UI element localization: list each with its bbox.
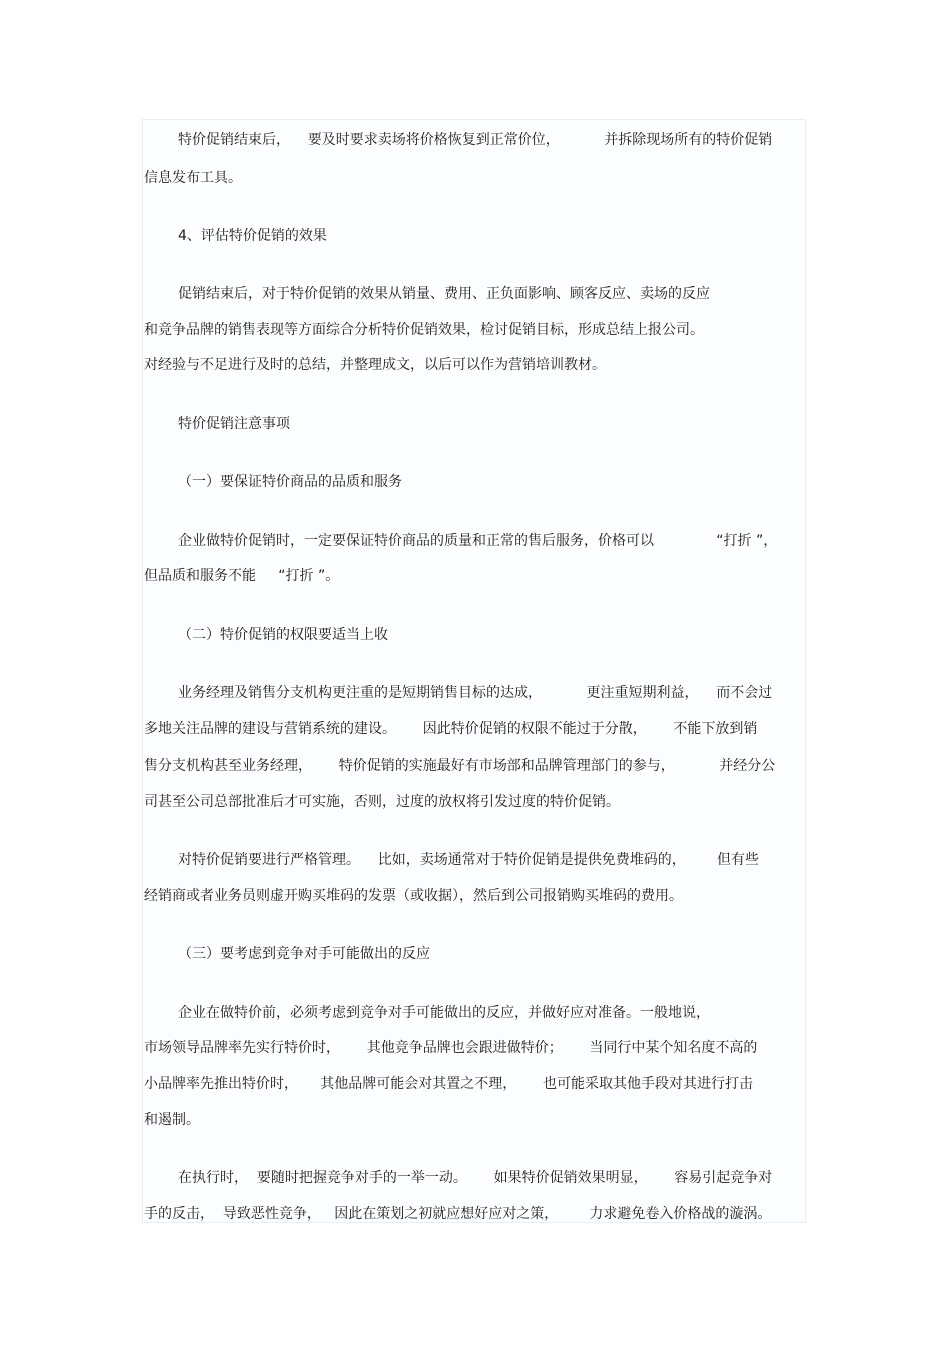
paragraph-line: 多地关注品牌的建设与营销系统的建设。 因此特价促销的权限不能过于分散， 不能下放到销 [144, 721, 758, 737]
paragraph-line: 业务经理及销售分支机构更注重的是短期销售目标的达成， 更注重短期利益， 而不会过 [178, 685, 773, 701]
paragraph-line: 对特价促销要进行严格管理。 比如，卖场通常对于特价促销是提供免费堆码的， 但有些 [178, 852, 759, 868]
paragraph-line: 司甚至公司总部批准后才可实施，否则，过度的放权将引发过度的特价促销。 [144, 794, 620, 810]
subsection-heading: （一）要保证特价商品的品质和服务 [178, 474, 402, 490]
paragraph-line: 经销商或者业务员则虚开购买堆码的发票（或收据），然后到公司报销购买堆码的费用。 [144, 888, 683, 904]
paragraph-line: 小品牌率先推出特价时， 其他品牌可能会对其置之不理， 也可能采取其他手段对其进行打击 [144, 1076, 753, 1092]
subsection-heading: （二）特价促销的权限要适当上收 [178, 627, 388, 643]
paragraph-line: 市场领导品牌率先实行特价时， 其他竞争品牌也会跟进做特价； 当同行中某个知名度不高的 [144, 1040, 758, 1056]
paragraph-line: 和竞争品牌的销售表现等方面综合分析特价促销效果，检讨促销目标，形成总结上报公司。 [144, 322, 704, 338]
paragraph-line: 信息发布工具。 [144, 170, 242, 186]
paragraph-line: 特价促销结束后， 要及时要求卖场将价格恢复到正常价位， 并拆除现场所有的特价促销 [178, 132, 773, 148]
paragraph-line: 企业做特价促销时，一定要保证特价商品的质量和正常的售后服务，价格可以 “打折 ”， [178, 533, 778, 549]
paragraph-line: 促销结束后，对于特价促销的效果从销量、费用、正负面影响、顾客反应、卖场的反应 [178, 286, 710, 302]
paragraph-line: 手的反击， 导致恶性竞争， 因此在策划之初就应想好应对之策， 力求避免卷入价格战的漩涡。 [144, 1206, 772, 1222]
section-heading: 特价促销注意事项 [178, 416, 290, 432]
paragraph-line: 售分支机构甚至业务经理， 特价促销的实施最好有市场部和品牌管理部门的参与， 并经分公 [144, 758, 776, 774]
paragraph-line: 企业在做特价前，必须考虑到竞争对手可能做出的反应，并做好应对准备。一般地说， [178, 1005, 710, 1021]
section-heading: 4、评估特价促销的效果 [178, 228, 327, 244]
paragraph-line: 在执行时， 要随时把握竞争对手的一举一动。 如果特价促销效果明显， 容易引起竞争对 [178, 1170, 773, 1186]
paragraph-line: 但品质和服务不能 “打折 ”。 [144, 568, 340, 584]
paragraph-line: 对经验与不足进行及时的总结，并整理成文，以后可以作为营销培训教材。 [144, 357, 606, 373]
subsection-heading: （三）要考虑到竞争对手可能做出的反应 [178, 946, 430, 962]
paragraph-line: 和遏制。 [144, 1112, 200, 1128]
